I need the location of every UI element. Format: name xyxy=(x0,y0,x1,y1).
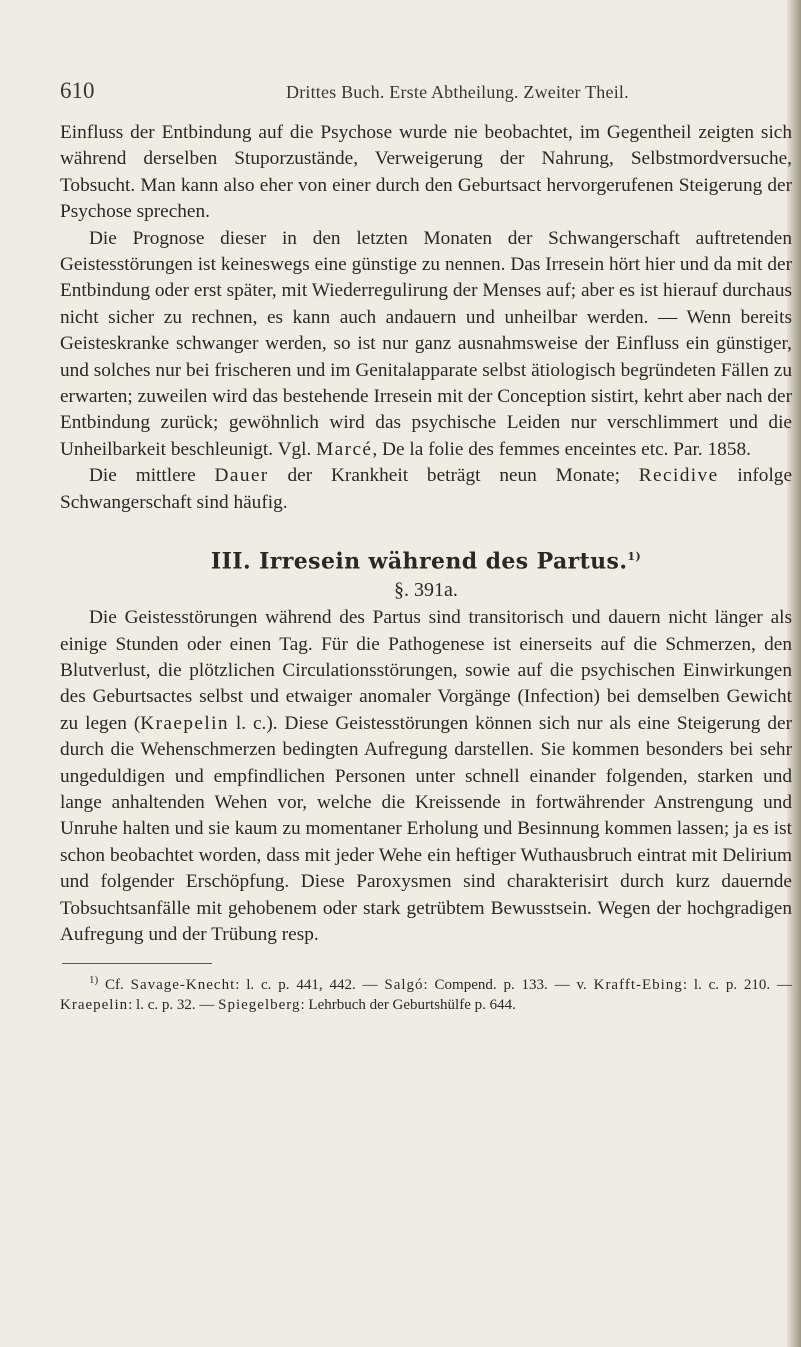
footnote xyxy=(60,970,792,1015)
paragraph-3 xyxy=(60,463,792,516)
footnote-text-3: : l. c. p. 210. — xyxy=(682,976,793,993)
page-number: 610 xyxy=(60,78,95,103)
footnote-author-2: Salgó xyxy=(384,976,424,993)
body-text xyxy=(60,120,792,1015)
paragraph-4 xyxy=(60,605,792,948)
running-title: Drittes Buch. Erste Abtheilung. Zweiter Theil. xyxy=(286,82,629,102)
section-title-text: III. Irresein während des Partus. xyxy=(210,548,628,575)
footnote-mark: 1) xyxy=(89,973,99,986)
footnote-text-5: : Lehrbuch der Geburtshülfe p. 644. xyxy=(300,996,516,1013)
footnote-author-5: Spiegelberg xyxy=(218,996,301,1013)
page-header xyxy=(48,78,748,108)
paragraph-4-b: l. c.). Diese Geistesstörungen können sich nur als eine Steigerung der durch die Wehenschmerzen bedingten Aufregung darstellen. Sie kommen besonders bei sehr ungeduldigen und empfindlichen Personen unter schnell einander folgenden, starken und lange anhaltenden Wehen vor, welche die Kreissende in fortwährender Anstrengung und Unruhe halten und sie kaum zu momentaner Erholung und Besinnung kommen lassen; ja es ist schon beobachtet worden, dass mit jeder Wehe ein heftiger Wuthausbruch eintrat mit Delirium und folgender Erschöpfung. Diese Paroxysmen sind charakterisirt durch kurz dauernde Tobsuchtsanfälle mit gehobenem oder stark getrübtem Bewusstsein. Wegen der hochgradigen Aufregung und der Trübung resp. xyxy=(60,712,792,946)
author-marce: Marcé xyxy=(316,438,373,460)
author-kraepelin: Kraepelin xyxy=(140,712,229,734)
paragraph-3-c: infolge Schwangerschaft sind häufig. xyxy=(60,465,793,513)
footnote-author-4: Kraepelin xyxy=(60,996,129,1013)
paragraph-3-b: der Krankheit beträgt neun Monate; xyxy=(268,465,639,487)
paragraph-heading: §. 391a. xyxy=(394,578,458,601)
section-footnote-mark: 1) xyxy=(627,550,642,564)
paragraph-1: Einfluss der Entbindung auf die Psychose wurde nie beobachtet, im Gegentheil zeigten sich während derselben Stuporzustände, Verweigerung der Nahrung, Selbstmordversuche, Tobsucht. Man kann also eher von einer durch den Geburtsact hervorgerufenen Steigerung der Psychose sprechen. xyxy=(60,122,792,223)
paragraph-2-text: Die Prognose dieser in den letzten Monaten der Schwangerschaft auftretenden Geistesstörungen ist keineswegs eine günstige zu nennen. Das Irresein hört hier und da mit der Entbindung oder erst später, mit Wiederregulirung der Menses auf; aber es ist hierauf durchaus nicht sicher zu rechnen, es kann auch andauern und unheilbar werden. — Wenn bereits Geisteskranke schwanger werden, so ist nur ganz ausnahmsweise der Einfluss ein günstiger, und solches nur bei frischeren und im Genitalapparate selbst ätiologisch begründeten Fällen zu erwarten; zuweilen wird das bestehende Irresein mit der Conception sistirt, kehrt aber nach der Entbindung zurück; gewöhnlich wird das psychische Leiden nur verschlimmert und die Unheilbarkeit beschleunigt. Vgl. xyxy=(60,227,792,460)
footnote-text-4: : l. c. p. 32. — xyxy=(128,996,219,1013)
footnote-text-2: : Compend. p. 133. — v. xyxy=(423,976,594,993)
paragraph-3-a: Die mittlere xyxy=(89,465,215,487)
term-dauer: Dauer xyxy=(214,465,269,487)
paragraph-4-a: Die Geistesstörungen während des Partus sind transitorisch und dauern nicht länger als einige Stunden oder einen Tag. Für die Pathogenese ist einerseits auf die Schmerzen, den Blutverlust, die plötzlichen Circulationsstörungen, sowie auf die psychischen Einwirkungen des Geburtsactes selbst und etwaiger anomaler Vorgänge (Infection) bei demselben Gewicht zu legen ( xyxy=(60,607,792,734)
footnote-author-3: Krafft-Ebing xyxy=(593,976,683,993)
footnote-cf: Cf. xyxy=(98,976,131,993)
term-recidive: Recidive xyxy=(638,465,719,487)
footnote-text-1: : l. c. p. 441, 442. — xyxy=(235,976,385,993)
footnote-rule xyxy=(62,963,212,964)
footnote-author-1: Savage-Knecht xyxy=(130,976,236,993)
paragraph-2 xyxy=(60,226,792,464)
paragraph-2-tail: , De la folie des femmes enceintes etc. Par. 1858. xyxy=(372,438,751,460)
section-title xyxy=(60,544,792,575)
